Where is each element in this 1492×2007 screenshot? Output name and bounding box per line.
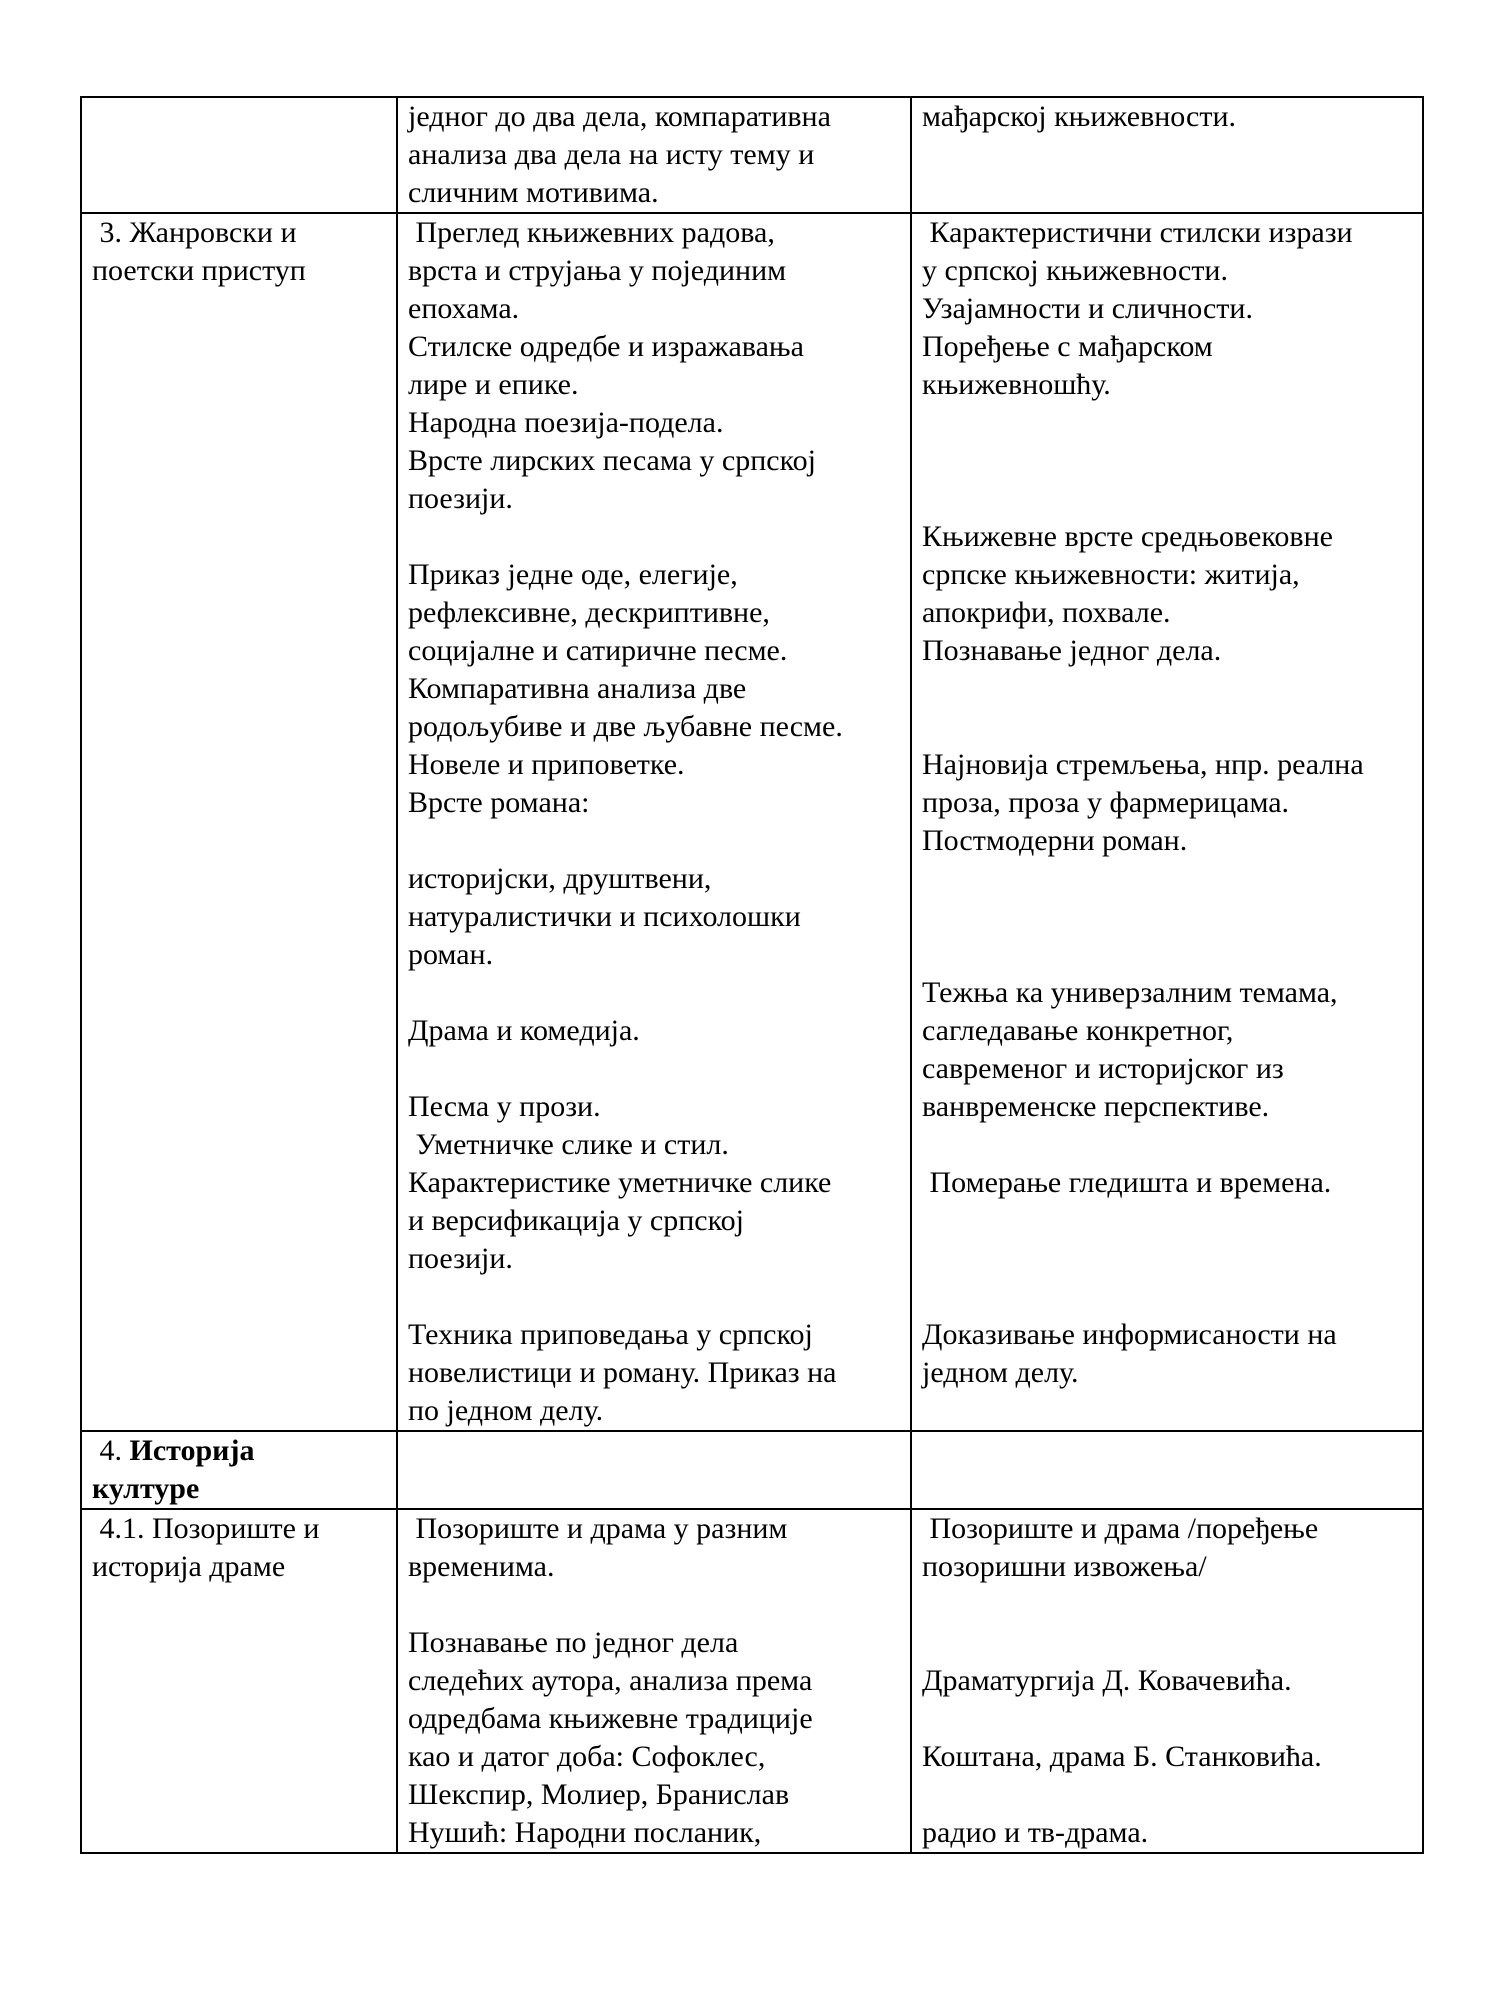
text-line: радио и тв-драма. bbox=[922, 1816, 1149, 1849]
text-line: 4.1. Позориште и bbox=[92, 1512, 320, 1545]
text-line: натуралистички и психолошки bbox=[408, 900, 801, 933]
text-line bbox=[408, 518, 900, 556]
text-line: апокрифи, похвале. bbox=[922, 596, 1171, 629]
text-line: сличним мотивима. bbox=[408, 176, 659, 209]
text-line: социјалне и сатиричне песме. bbox=[408, 634, 788, 667]
text-line: као и датог доба: Софоклес, bbox=[408, 1740, 766, 1773]
text-line: Уметничке слике и стил. bbox=[408, 1128, 729, 1161]
text-line: новелистици и роману. Приказ на bbox=[408, 1356, 837, 1389]
text-line: сагледавање конкретног, bbox=[922, 1014, 1234, 1047]
text-line: књижевношћу. bbox=[922, 368, 1111, 401]
cell-genre-approach bbox=[81, 213, 397, 1431]
text-line: позоришни извожења/ bbox=[922, 1550, 1207, 1583]
text-line: Народна поезија-подела. bbox=[408, 406, 724, 439]
text-line: анализа два дела на исту тему и bbox=[408, 138, 815, 171]
text-line bbox=[922, 1126, 1412, 1164]
cell-theatre-history bbox=[81, 1509, 397, 1853]
text-line: одредбама књижевне традиције bbox=[408, 1702, 813, 1735]
text-line: Компаративна анализа две bbox=[408, 672, 747, 705]
table-row bbox=[81, 97, 1423, 213]
text-line: рефлексивне, дескриптивне, bbox=[408, 596, 770, 629]
text-line bbox=[922, 1278, 1412, 1316]
text-line bbox=[408, 822, 900, 860]
text-line: Карактеристике уметничке слике bbox=[408, 1166, 832, 1199]
text-line bbox=[922, 1586, 1412, 1624]
text-line bbox=[408, 974, 900, 1012]
text-line: Карактеристични стилски изрази bbox=[922, 216, 1353, 249]
text-line: мађарској књижевности. bbox=[922, 100, 1237, 133]
section-heading-part1: Историја bbox=[129, 1434, 255, 1467]
text-line: српске књижевности: житија, bbox=[922, 558, 1300, 591]
cell-r2-c2 bbox=[397, 1431, 911, 1509]
text-line: врста и струјања у појединим bbox=[408, 254, 787, 287]
text-line: Најновија стремљења, нпр. реална bbox=[922, 748, 1364, 781]
text-line bbox=[408, 1586, 900, 1624]
text-line: следећих аутора, анализа према bbox=[408, 1664, 813, 1697]
text-line bbox=[922, 708, 1412, 746]
text-line: историја драме bbox=[92, 1550, 286, 1583]
text-line: у српској књижевности. bbox=[922, 254, 1228, 287]
text-line: историјски, друштвени, bbox=[408, 862, 712, 895]
table-row bbox=[81, 213, 1423, 1431]
cell-r3-c3 bbox=[911, 1509, 1423, 1853]
text-line: родољубиве и две љубавне песме. bbox=[408, 710, 843, 743]
text-line: Књижевне врсте средњовековне bbox=[922, 520, 1333, 553]
text-line: роман. bbox=[408, 938, 494, 971]
text-line: Позориште и драма /поређење bbox=[922, 1512, 1319, 1545]
text-line bbox=[408, 1278, 900, 1316]
text-line: Стилске одредбе и изражавања bbox=[408, 330, 804, 363]
text-line bbox=[922, 1240, 1412, 1278]
text-line: временима. bbox=[408, 1550, 555, 1583]
text-line: Врсте лирских песама у српској bbox=[408, 444, 817, 477]
text-line: и версификација у српској bbox=[408, 1204, 744, 1237]
content-table bbox=[80, 96, 1424, 1854]
text-line: једном делу. bbox=[922, 1356, 1079, 1389]
cell-r0-c3 bbox=[911, 97, 1423, 213]
text-line: Тежња ка универзалним темама, bbox=[922, 976, 1338, 1009]
text-line: по једном делу. bbox=[408, 1394, 604, 1427]
text-line: Драма и комедија. bbox=[408, 1014, 640, 1047]
text-line: поетски приступ bbox=[92, 254, 306, 287]
text-line: Познавање по једног дела bbox=[408, 1626, 739, 1659]
text-line bbox=[922, 860, 1412, 898]
section-heading-part2: културе bbox=[92, 1472, 200, 1505]
text-line: једног до два дела, компаративна bbox=[408, 100, 831, 133]
text-line: Постмодерни роман. bbox=[922, 824, 1188, 857]
cell-r0-c2 bbox=[397, 97, 911, 213]
text-line: Позориште и драма у разним bbox=[408, 1512, 788, 1545]
text-line: Узајамности и сличности. bbox=[922, 292, 1253, 325]
text-line: Коштана, драма Б. Станковића. bbox=[922, 1740, 1322, 1773]
text-line: савременог и историјског из bbox=[922, 1052, 1284, 1085]
text-line bbox=[922, 670, 1412, 708]
section-number: 4. bbox=[92, 1434, 130, 1467]
table-row bbox=[81, 1431, 1423, 1509]
cell-r1-c3 bbox=[911, 213, 1423, 1431]
text-line bbox=[922, 936, 1412, 974]
text-line: Поређење с мађарском bbox=[922, 330, 1213, 363]
text-line bbox=[922, 1202, 1412, 1240]
cell-r3-c2 bbox=[397, 1509, 911, 1853]
text-line bbox=[922, 898, 1412, 936]
text-line: поезији. bbox=[408, 482, 513, 515]
text-line: епохама. bbox=[408, 292, 520, 325]
text-line: Песма у прози. bbox=[408, 1090, 601, 1123]
text-line: Шекспир, Молиер, Бранислав bbox=[408, 1778, 790, 1811]
text-line bbox=[922, 480, 1412, 518]
text-line: Преглед књижевних радова, bbox=[408, 216, 775, 249]
text-line bbox=[408, 1050, 900, 1088]
text-line: Познавање једног дела. bbox=[922, 634, 1222, 667]
text-line bbox=[922, 404, 1412, 442]
text-line: 3. Жанровски и bbox=[92, 216, 297, 249]
text-line bbox=[922, 1624, 1412, 1662]
text-line: проза, проза у фармерицама. bbox=[922, 786, 1290, 819]
text-line: Доказивање информисаности на bbox=[922, 1318, 1337, 1351]
cell-r0-c1 bbox=[81, 97, 397, 213]
cell-r1-c2 bbox=[397, 213, 911, 1431]
text-line: Врсте романа: bbox=[408, 786, 590, 819]
text-line bbox=[922, 1700, 1412, 1738]
text-line: Техника приповедања у српској bbox=[408, 1318, 813, 1351]
text-line: Померање гледишта и времена. bbox=[922, 1166, 1332, 1199]
text-line bbox=[922, 442, 1412, 480]
text-line: Новеле и приповетке. bbox=[408, 748, 685, 781]
text-line: Драматургија Д. Ковачевића. bbox=[922, 1664, 1292, 1697]
text-line: Нушић: Народни посланик, bbox=[408, 1816, 762, 1849]
text-line: поезији. bbox=[408, 1242, 513, 1275]
text-line: Приказ једне оде, елегије, bbox=[408, 558, 738, 591]
text-line: ванвременске перспективе. bbox=[922, 1090, 1270, 1123]
text-line: лире и епике. bbox=[408, 368, 579, 401]
text-line bbox=[922, 1776, 1412, 1814]
table-row bbox=[81, 1509, 1423, 1853]
cell-culture-history bbox=[81, 1431, 397, 1509]
cell-r2-c3 bbox=[911, 1431, 1423, 1509]
